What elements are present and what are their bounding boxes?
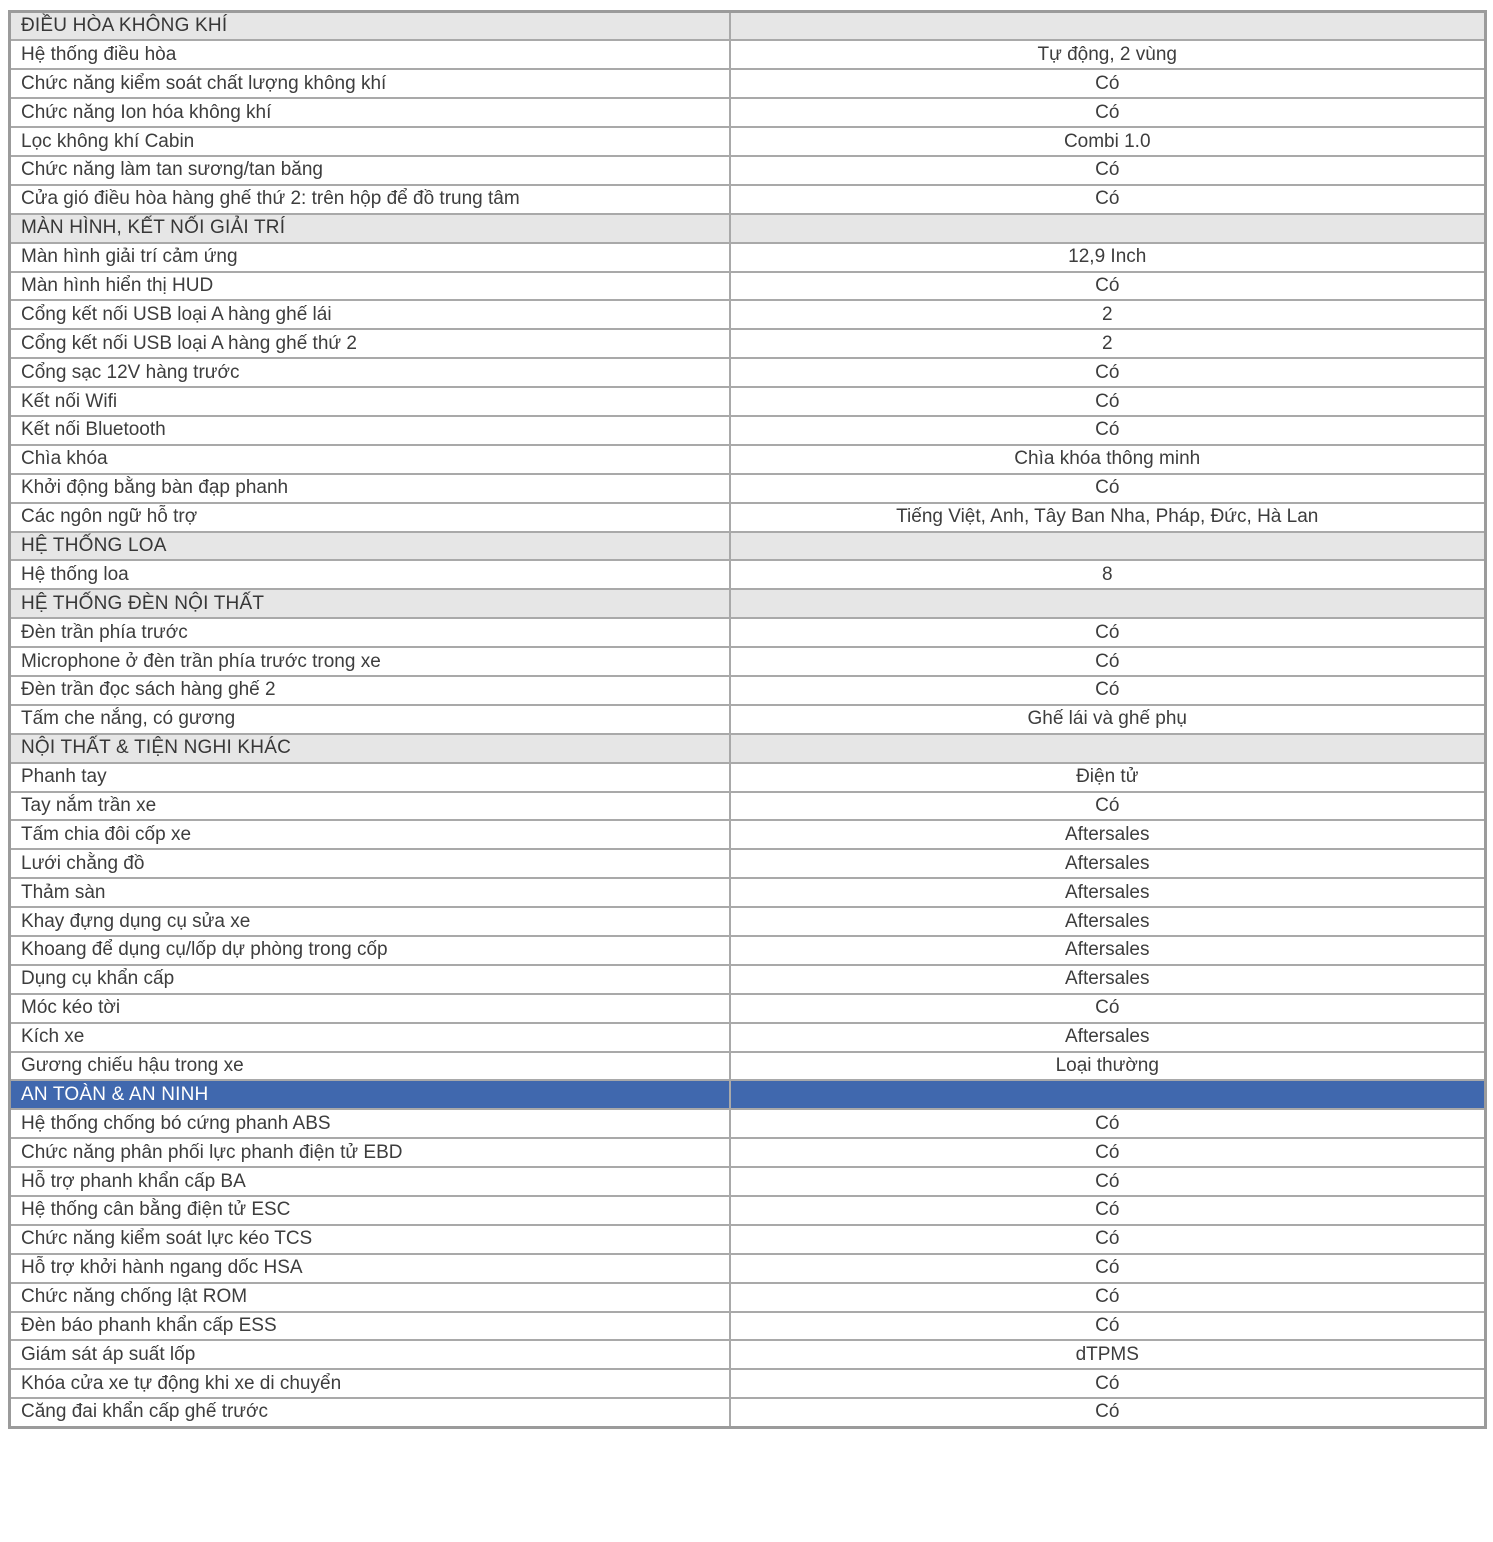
section-title-spacer [730,1080,1486,1109]
section-header-row [10,589,1486,618]
spec-label: Chức năng Ion hóa không khí [10,98,730,127]
spec-value: Có [730,185,1486,214]
spec-row [10,243,1486,272]
spec-label: Tay nắm trần xe [10,792,730,821]
spec-value: Combi 1.0 [730,127,1486,156]
spec-row [10,445,1486,474]
spec-row [10,965,1486,994]
spec-label: Chìa khóa [10,445,730,474]
spec-row [10,1109,1486,1138]
spec-table-body [10,12,1486,1428]
spec-label: Cổng kết nối USB loại A hàng ghế lái [10,300,730,329]
spec-label: Khởi động bằng bàn đạp phanh [10,474,730,503]
section-title-spacer [730,12,1486,41]
spec-row [10,560,1486,589]
spec-value: Có [730,1283,1486,1312]
spec-value: 2 [730,300,1486,329]
spec-value: Có [730,1167,1486,1196]
spec-value: Có [730,1196,1486,1225]
spec-row [10,1369,1486,1398]
spec-row [10,705,1486,734]
spec-label: Khóa cửa xe tự động khi xe di chuyển [10,1369,730,1398]
section-header-row [10,734,1486,763]
section-title: HỆ THỐNG ĐÈN NỘI THẤT [10,589,730,618]
spec-value: Có [730,647,1486,676]
spec-label: Các ngôn ngữ hỗ trợ [10,503,730,532]
spec-label: Chức năng kiểm soát chất lượng không khí [10,69,730,98]
spec-label: Chức năng chống lật ROM [10,1283,730,1312]
spec-label: Hệ thống cân bằng điện tử ESC [10,1196,730,1225]
spec-label: Kích xe [10,1023,730,1052]
spec-row [10,387,1486,416]
spec-label: Căng đai khẩn cấp ghế trước [10,1398,730,1427]
spec-row [10,416,1486,445]
spec-value: Có [730,1138,1486,1167]
spec-value: Có [730,358,1486,387]
spec-row [10,907,1486,936]
spec-value: Có [730,676,1486,705]
spec-value: Có [730,618,1486,647]
spec-label: Cổng sạc 12V hàng trước [10,358,730,387]
spec-label: Phanh tay [10,763,730,792]
section-title-spacer [730,532,1486,561]
spec-value: dTPMS [730,1340,1486,1369]
spec-value: Có [730,994,1486,1023]
section-header-row [10,1080,1486,1109]
spec-label: Cửa gió điều hòa hàng ghế thứ 2: trên hộp để đồ trung tâm [10,185,730,214]
spec-label: Chức năng làm tan sương/tan băng [10,156,730,185]
spec-value: Có [730,792,1486,821]
spec-row [10,1340,1486,1369]
spec-row [10,1196,1486,1225]
spec-value: Aftersales [730,936,1486,965]
spec-value: Aftersales [730,965,1486,994]
spec-value: Có [730,156,1486,185]
spec-label: Chức năng kiểm soát lực kéo TCS [10,1225,730,1254]
spec-row [10,1023,1486,1052]
spec-value: 2 [730,329,1486,358]
spec-row [10,647,1486,676]
spec-value: Có [730,98,1486,127]
spec-row [10,1052,1486,1081]
spec-label: Đèn trần đọc sách hàng ghế 2 [10,676,730,705]
spec-value: Có [730,1369,1486,1398]
spec-value: Có [730,1312,1486,1341]
section-header-row [10,532,1486,561]
spec-value: Có [730,474,1486,503]
spec-value: Có [730,1109,1486,1138]
spec-value: Tự động, 2 vùng [730,40,1486,69]
spec-row [10,676,1486,705]
spec-label: Hệ thống điều hòa [10,40,730,69]
spec-row [10,849,1486,878]
spec-label: Móc kéo tời [10,994,730,1023]
spec-value: Có [730,1398,1486,1427]
section-title-spacer [730,734,1486,763]
spec-value: Có [730,1254,1486,1283]
spec-row [10,98,1486,127]
spec-label: Khay đựng dụng cụ sửa xe [10,907,730,936]
spec-row [10,503,1486,532]
spec-value: Aftersales [730,1023,1486,1052]
spec-row [10,40,1486,69]
spec-label: Đèn trần phía trước [10,618,730,647]
spec-row [10,994,1486,1023]
spec-value: 8 [730,560,1486,589]
spec-row [10,156,1486,185]
spec-label: Lọc không khí Cabin [10,127,730,156]
spec-label: Hệ thống loa [10,560,730,589]
spec-row [10,820,1486,849]
spec-row [10,1138,1486,1167]
spec-row [10,329,1486,358]
spec-label: Hệ thống chống bó cứng phanh ABS [10,1109,730,1138]
spec-row [10,185,1486,214]
spec-label: Hỗ trợ khởi hành ngang dốc HSA [10,1254,730,1283]
section-title: MÀN HÌNH, KẾT NỐI GIẢI TRÍ [10,214,730,243]
section-title-spacer [730,214,1486,243]
spec-label: Đèn báo phanh khẩn cấp ESS [10,1312,730,1341]
spec-value: Có [730,1225,1486,1254]
spec-label: Hỗ trợ phanh khẩn cấp BA [10,1167,730,1196]
spec-row [10,792,1486,821]
spec-label: Giám sát áp suất lốp [10,1340,730,1369]
section-header-row [10,12,1486,41]
spec-label: Màn hình giải trí cảm ứng [10,243,730,272]
section-title-spacer [730,589,1486,618]
spec-row [10,1254,1486,1283]
spec-value: Chìa khóa thông minh [730,445,1486,474]
spec-label: Chức năng phân phối lực phanh điện tử EBD [10,1138,730,1167]
spec-value: Aftersales [730,849,1486,878]
spec-label: Màn hình hiển thị HUD [10,272,730,301]
spec-label: Kết nối Bluetooth [10,416,730,445]
section-title: NỘI THẤT & TIỆN NGHI KHÁC [10,734,730,763]
spec-value: Điện tử [730,763,1486,792]
spec-label: Gương chiếu hậu trong xe [10,1052,730,1081]
spec-row [10,1312,1486,1341]
spec-value: Tiếng Việt, Anh, Tây Ban Nha, Pháp, Đức, Hà Lan [730,503,1486,532]
section-title: HỆ THỐNG LOA [10,532,730,561]
spec-row [10,763,1486,792]
spec-row [10,272,1486,301]
spec-label: Khoang để dụng cụ/lốp dự phòng trong cốp [10,936,730,965]
spec-table [8,10,1487,1429]
spec-label: Tấm chia đôi cốp xe [10,820,730,849]
spec-value: Aftersales [730,820,1486,849]
spec-value: Aftersales [730,878,1486,907]
spec-value: Có [730,272,1486,301]
spec-value: Có [730,416,1486,445]
spec-label: Cổng kết nối USB loại A hàng ghế thứ 2 [10,329,730,358]
spec-label: Dụng cụ khẩn cấp [10,965,730,994]
spec-label: Kết nối Wifi [10,387,730,416]
spec-row [10,878,1486,907]
spec-row [10,1225,1486,1254]
spec-row [10,1398,1486,1427]
spec-label: Thảm sàn [10,878,730,907]
spec-row [10,1167,1486,1196]
spec-value: Ghế lái và ghế phụ [730,705,1486,734]
spec-row [10,69,1486,98]
section-title: ĐIỀU HÒA KHÔNG KHÍ [10,12,730,41]
spec-label: Lưới chằng đồ [10,849,730,878]
spec-row [10,1283,1486,1312]
section-title: AN TOÀN & AN NINH [10,1080,730,1109]
spec-row [10,300,1486,329]
spec-row [10,127,1486,156]
spec-value: Có [730,69,1486,98]
spec-value: Loại thường [730,1052,1486,1081]
spec-value: Aftersales [730,907,1486,936]
spec-value: 12,9 Inch [730,243,1486,272]
spec-row [10,618,1486,647]
spec-row [10,936,1486,965]
section-header-row [10,214,1486,243]
spec-label: Tấm che nắng, có gương [10,705,730,734]
spec-label: Microphone ở đèn trần phía trước trong xe [10,647,730,676]
spec-row [10,358,1486,387]
spec-row [10,474,1486,503]
spec-value: Có [730,387,1486,416]
